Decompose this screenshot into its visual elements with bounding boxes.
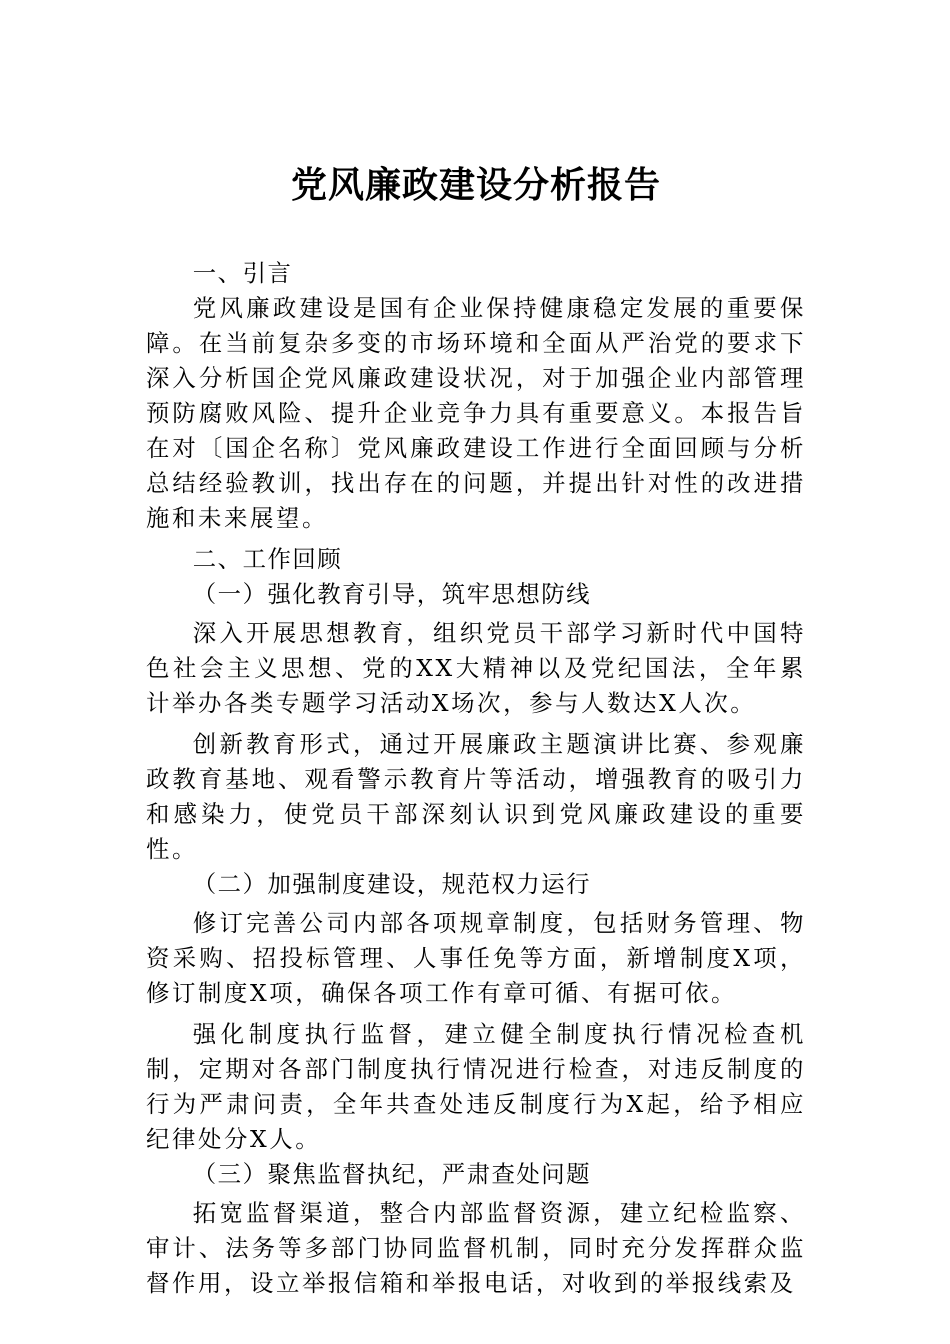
- subsection-heading-supervision: （三）聚焦监督执纪，严肃查处问题: [192, 1160, 592, 1188]
- institutions-paragraph-2: 强化制度执行监督，建立健全制度执行情况检查机制，定期对各部门制度执行情况进行检查，对违反制度的行为严肃问责，全年共查处违反制度行为X起，给予相应纪律处分X人。: [146, 1020, 806, 1153]
- introduction-paragraph: 党风廉政建设是国有企业保持健康稳定发展的重要保障。在当前复杂多变的市场环境和全面从严治党的要求下深入分析国企党风廉政建设状况，对于加强企业内部管理预防腐败风险、提升企业竞争力具有重要意义。本报告旨在对〔国企名称〕党风廉政建设工作进行全面回顾与分析总结经验教训，找出存在的问题，并提出针对性的改进措施和未来展望。: [146, 294, 806, 532]
- education-paragraph-1: 深入开展思想教育，组织党员干部学习新时代中国特色社会主义思想、党的XX大精神以及党纪国法，全年累计举办各类专题学习活动X场次，参与人数达X人次。: [146, 619, 806, 717]
- document-body: [146, 256, 806, 1301]
- institutions-paragraph-1: 修订完善公司内部各项规章制度，包括财务管理、物资采购、招投标管理、人事任免等方面，新增制度X项，修订制度X项，确保各项工作有章可循、有据可依。: [146, 909, 806, 1007]
- education-paragraph-2: 创新教育形式，通过开展廉政主题演讲比赛、参观廉政教育基地、观看警示教育片等活动，增强教育的吸引力和感染力，使党员干部深刻认识到党风廉政建设的重要性。: [146, 730, 806, 863]
- document-title: 党风廉政建设分析报告: [290, 164, 661, 206]
- section-heading-introduction: 一、引言: [192, 259, 293, 287]
- subsection-heading-institutions: （二）加强制度建设，规范权力运行: [192, 870, 592, 898]
- supervision-paragraph-1: 拓宽监督渠道，整合内部监督资源，建立纪检监察、审计、法务等多部门协同监督机制，同时充分发挥群众监督作用，设立举报信箱和举报电话，对收到的举报线索及: [146, 1199, 806, 1297]
- section-heading-work-review: 二、工作回顾: [192, 545, 343, 573]
- subsection-heading-education: （一）强化教育引导，筑牢思想防线: [192, 580, 592, 608]
